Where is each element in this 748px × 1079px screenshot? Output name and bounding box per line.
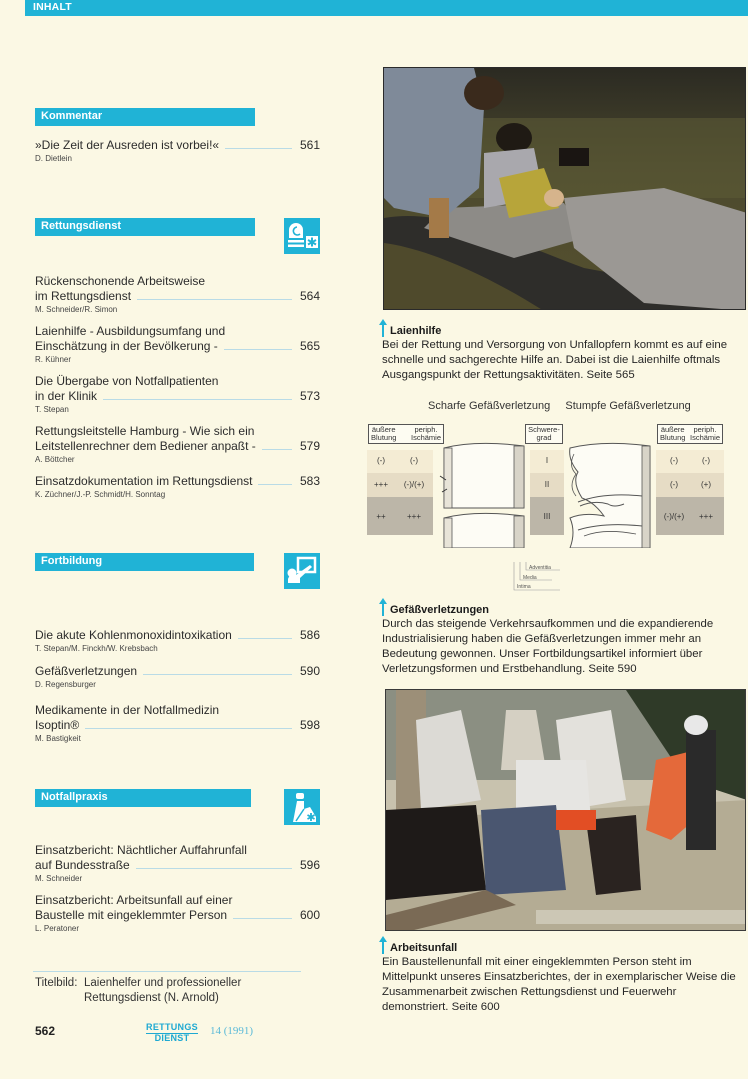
entry-title-line: Rückenschonende Arbeitsweise xyxy=(35,274,206,288)
layer-label: Adventitia xyxy=(529,565,551,571)
toc-entry[interactable] xyxy=(35,474,320,499)
feature-body: Durch das steigende Verkehrsaufkommen und die expandierende Industrialisierung haben die Gefäßverletzungen immer mehr an Bedeutung gewonnen. Unser Fortbildungsartikel informiert über Verletzungsformen und Erstbehandlung. Seite 590 xyxy=(382,618,714,675)
logo-line: DIENST xyxy=(154,1033,190,1043)
cell-value: (-)/(+) xyxy=(403,480,425,489)
entry-title: »Die Zeit der Ausreden ist vorbei!« xyxy=(35,138,220,152)
toc-entry[interactable] xyxy=(35,843,320,883)
header-text: Blutung xyxy=(371,433,397,442)
header-title: INHALT xyxy=(33,1,72,13)
ambulance-service-icon xyxy=(284,218,320,254)
header-text: Ischämie xyxy=(410,433,441,442)
feature-body: Ein Baustellenunfall mit einer eingeklemmten Person steht im Mittelpunkt unseres Einsatzberichtes, der in exemplarischer Weise die Zusammenarbeit zwischen Rettungsdienst und Feuerwehr demonstriert. Seite 600 xyxy=(382,956,736,1013)
toc-entry[interactable] xyxy=(35,424,320,464)
dotted-leader xyxy=(143,674,292,675)
journal-logo xyxy=(146,1023,198,1043)
arrow-up-icon xyxy=(382,600,384,616)
toc-entry[interactable] xyxy=(35,324,320,364)
entry-page: 590 xyxy=(300,664,321,678)
entry-author: L. Peratoner xyxy=(35,924,80,933)
cell-value: ++ xyxy=(376,512,386,521)
dotted-leader xyxy=(85,728,292,729)
header-text: grad xyxy=(536,433,552,442)
photo-laienhilfe xyxy=(383,67,746,310)
dotted-leader xyxy=(262,449,292,450)
entry-page: 596 xyxy=(300,858,321,872)
cell-value: +++ xyxy=(698,512,713,521)
entry-page: 600 xyxy=(300,908,321,922)
entry-author: A. Böttcher xyxy=(35,455,75,464)
header-text: Blutung xyxy=(660,433,686,442)
vessel-injury-diagram xyxy=(366,398,738,598)
section-header-fortbildung xyxy=(35,553,254,571)
entry-author: D. Dietlein xyxy=(35,154,72,163)
entry-page: 573 xyxy=(300,389,321,403)
dotted-leader xyxy=(233,918,292,919)
page-number: 562 xyxy=(35,1024,56,1038)
entry-page: 583 xyxy=(300,474,321,488)
entry-author: M. Bastigkeit xyxy=(35,734,81,743)
section-title: Notfallpraxis xyxy=(41,791,108,803)
entry-page: 564 xyxy=(300,289,321,303)
entry-title: Einsatzdokumentation im Rettungsdienst xyxy=(35,474,253,488)
teacher-board-icon xyxy=(284,553,320,589)
section-title: Kommentar xyxy=(41,110,103,122)
entry-title-line: Rettungsleitstelle Hamburg - Wie sich ein xyxy=(35,424,255,438)
entry-author: T. Stepan xyxy=(35,405,69,414)
cover-credit-line: Laienhelfer und professioneller xyxy=(84,977,242,989)
divider xyxy=(33,971,301,972)
entry-page: 586 xyxy=(300,628,321,642)
toc-entry[interactable] xyxy=(35,374,320,414)
toc-entry[interactable] xyxy=(35,138,320,163)
feature-heading: Laienhilfe xyxy=(390,325,442,337)
toc-entry[interactable] xyxy=(35,703,320,743)
section-header-rettungsdienst xyxy=(35,218,255,236)
entry-title: im Rettungsdienst xyxy=(35,289,132,303)
entry-page: 565 xyxy=(300,339,321,353)
cell-value: (-) xyxy=(670,456,678,465)
entry-title: Leitstellenrechner dem Bediener anpaßt - xyxy=(35,439,256,453)
entry-title: auf Bundesstraße xyxy=(35,858,130,872)
cell-value: +++ xyxy=(373,480,388,489)
photo-arbeitsunfall xyxy=(385,689,746,931)
cell-value: +++ xyxy=(406,512,421,521)
entry-author: M. Schneider/R. Simon xyxy=(35,305,118,314)
cell-value: (-) xyxy=(410,456,418,465)
entry-author: K. Züchner/J.-P. Schmidt/H. Sonntag xyxy=(35,490,166,499)
entry-title: Isoptin® xyxy=(35,718,80,732)
header-text: Schwere- xyxy=(528,425,560,434)
feature-heading: Gefäßverletzungen xyxy=(390,604,490,616)
severity-grade: I xyxy=(545,456,549,465)
entry-page: 561 xyxy=(300,138,321,152)
section-header-notfallpraxis xyxy=(35,789,251,807)
section-header-kommentar xyxy=(35,108,255,126)
dotted-leader xyxy=(136,868,292,869)
header-bar xyxy=(25,0,748,16)
cover-credit-label: Titelbild: xyxy=(35,977,78,989)
cover-credit-line: Rettungsdienst (N. Arnold) xyxy=(84,992,219,1004)
feature-heading: Arbeitsunfall xyxy=(390,942,458,954)
section-title: Fortbildung xyxy=(41,555,103,567)
entry-title-line: Einsatzbericht: Nächtlicher Auffahrunfall xyxy=(35,843,247,857)
entry-page: 598 xyxy=(300,718,321,732)
entry-author: D. Regensburger xyxy=(35,680,96,689)
entry-title: Einschätzung in der Bevölkerung - xyxy=(35,339,218,353)
blunt-vessel-illustration xyxy=(564,442,656,548)
dotted-leader xyxy=(103,399,292,400)
entry-title-line: Die Übergabe von Notfallpatienten xyxy=(35,374,219,388)
layer-label: Media xyxy=(523,575,537,581)
severity-grade: III xyxy=(543,512,551,521)
sharp-vessel-illustration xyxy=(436,442,532,548)
entry-title: Baustelle mit eingeklemmter Person xyxy=(35,908,228,922)
dotted-leader xyxy=(225,148,292,149)
diagram-title-sharp: Scharfe Gefäßverletzung xyxy=(428,400,551,412)
entry-title: Gefäßverletzungen xyxy=(35,664,138,678)
dotted-leader xyxy=(224,349,292,350)
toc-entry[interactable] xyxy=(35,274,320,314)
issue-number: 14 (1991) xyxy=(210,1025,254,1037)
cell-value: (-) xyxy=(702,456,710,465)
diagram-title-blunt: Stumpfe Gefäßverletzung xyxy=(565,400,691,412)
entry-author: M. Schneider xyxy=(35,874,83,883)
dotted-leader xyxy=(137,299,292,300)
entry-page: 579 xyxy=(300,439,321,453)
layer-label: Intima xyxy=(517,584,531,590)
dotted-leader xyxy=(238,638,292,639)
logo-line: RETTUNGS xyxy=(146,1022,198,1032)
cell-value: (+) xyxy=(701,480,711,489)
cell-value: (-) xyxy=(670,480,678,489)
severity-header xyxy=(525,424,563,444)
feature-body: Bei der Rettung und Versorgung von Unfallopfern kommt es auf eine schnelle und sachgerechte Hilfe an. Dabei ist die Laienhilfe oftmals Ausgangspunkt der Rettungsaktivitäten. Seite 565 xyxy=(382,339,728,381)
diagram-titles xyxy=(428,400,691,412)
entry-title-line: Laienhilfe - Ausbildungsumfang und xyxy=(35,324,226,338)
entry-title: in der Klinik xyxy=(35,389,98,403)
entry-author: T. Stepan/M. Finckh/W. Krebsbach xyxy=(35,644,158,653)
header-text: periph. xyxy=(693,425,717,434)
toc-entry[interactable] xyxy=(35,664,320,689)
arrow-up-icon xyxy=(382,938,384,954)
arrow-up-icon xyxy=(382,321,384,337)
header-text: Ischämie xyxy=(689,433,720,442)
header-text: äußere xyxy=(660,425,685,434)
entry-title-line: Medikamente in der Notfallmedizin xyxy=(35,703,220,717)
severity-grade: II xyxy=(544,480,550,489)
dotted-leader xyxy=(258,484,292,485)
toc-entry[interactable] xyxy=(35,893,320,933)
feature-gefaessverletzungen[interactable] xyxy=(382,600,738,677)
header-text: periph. xyxy=(414,425,438,434)
feature-laienhilfe[interactable] xyxy=(382,321,738,383)
header-text: äußere xyxy=(371,425,396,434)
section-title: Rettungsdienst xyxy=(41,220,122,232)
entry-title: Die akute Kohlenmonoxidintoxikation xyxy=(35,628,232,642)
toc-entry[interactable] xyxy=(35,628,320,653)
entry-author: R. Kühner xyxy=(35,355,72,364)
feature-arbeitsunfall[interactable] xyxy=(382,938,738,1015)
column-header-sharp xyxy=(368,424,444,444)
emergency-practice-icon xyxy=(284,789,320,825)
cell-value: (-)/(+) xyxy=(663,512,685,521)
entry-title-line: Einsatzbericht: Arbeitsunfall auf einer xyxy=(35,893,233,907)
cell-value: (-) xyxy=(377,456,385,465)
column-header-blunt xyxy=(657,424,723,444)
